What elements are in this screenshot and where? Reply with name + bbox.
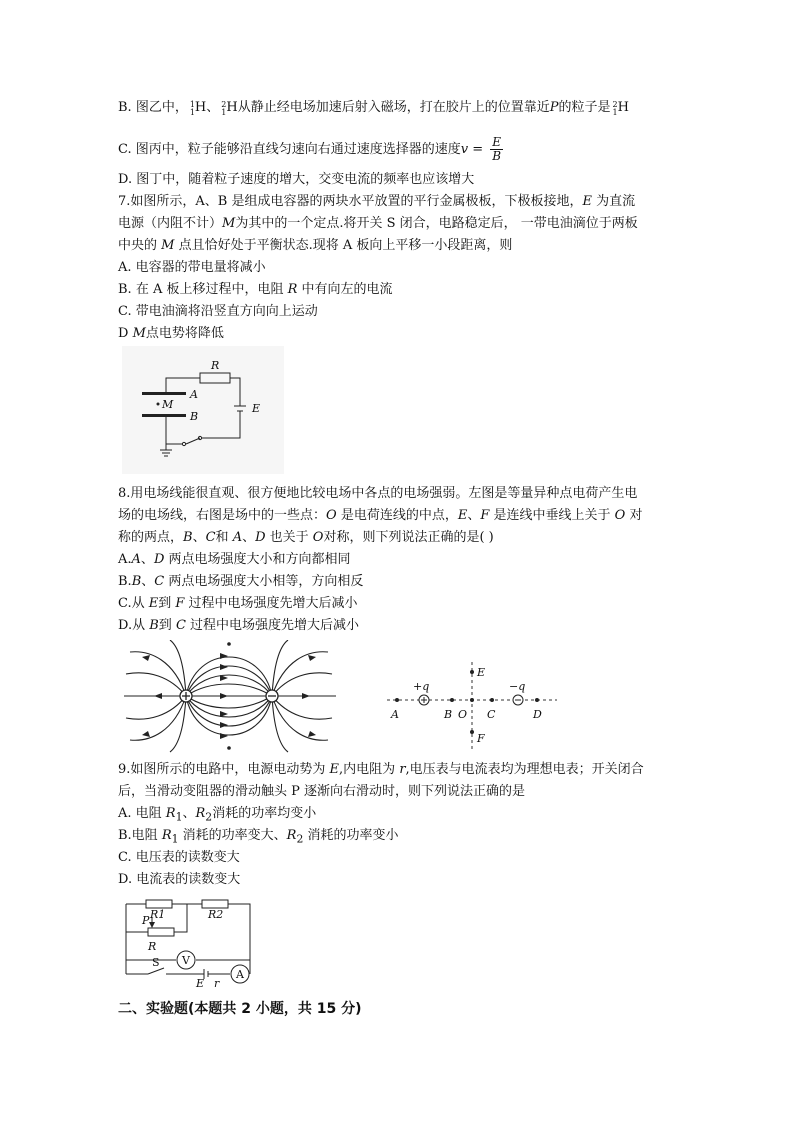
svg-text:D: D xyxy=(533,708,542,721)
q7-stem-line1: 7.如图所示，A、B 是组成电容器的两块水平放置的平行金属极板，下极板接地，E 为直流 xyxy=(118,194,636,209)
q8-stem-line2: 场的电场线，右图是场中的一些点：O 是电荷连线的中点，E、F 是连线中垂线上关于 O 对 xyxy=(118,508,643,523)
svg-text:P: P xyxy=(142,914,150,927)
q7-option-c: C. 带电油滴将沿竖直方向向上运动 xyxy=(118,304,318,319)
svg-text:O: O xyxy=(458,708,468,721)
resistor-r2-symbol xyxy=(202,900,228,908)
svg-text:B: B xyxy=(444,708,453,721)
q8-dipole-field-lines-figure xyxy=(120,640,340,755)
q7-option-d: D M点电势将降低 xyxy=(118,326,224,341)
fraction-e-over-b: $\frac{E}{B}$ xyxy=(492,135,502,163)
q7-capacitor-circuit-figure xyxy=(122,346,284,474)
q8-points-diagram-figure xyxy=(385,660,560,755)
label-e: E xyxy=(252,402,261,415)
label-m: M xyxy=(162,398,174,411)
q9-option-b: B.电阻 $R_1$ 消耗的功率变大、$R_2$ 消耗的功率变小 xyxy=(118,828,399,846)
svg-text:R: R xyxy=(148,940,157,953)
q7-option-a: A. 电容器的带电量将减小 xyxy=(118,260,266,275)
q9-option-d: D. 电流表的读数变大 xyxy=(118,872,241,887)
q8-option-d: D.从 B到 C 过程中电场强度先增大后减小 xyxy=(118,618,360,633)
q9-stem-line1: 9.如图所示的电路中，电源电动势为 E,内电阻为 r,电压表与电流表均为理想电表；开关闭合 xyxy=(118,762,644,777)
svg-text:+q: +q xyxy=(413,680,430,693)
svg-text:R2: R2 xyxy=(208,908,224,921)
svg-text:C: C xyxy=(487,708,496,721)
q8-option-c: C.从 E到 F 过程中电场强度先增大后减小 xyxy=(118,596,358,611)
plate-b xyxy=(142,414,186,417)
q9-option-a: A. 电阻 $R_1$、$R_2$消耗的功率均变小 xyxy=(118,806,317,824)
isotope-2h: 2 1 xyxy=(221,100,227,117)
rheostat-r-symbol xyxy=(148,928,174,936)
plate-a xyxy=(142,392,186,395)
svg-text:V: V xyxy=(182,954,190,967)
resistor-r1-symbol xyxy=(146,900,172,908)
q8-stem-line3: 称的两点，B、C和 A、D 也关于 O对称，则下列说法正确的是( ) xyxy=(118,530,494,545)
q8-stem-line1: 8.用电场线能很直观、很方便地比较电场中各点的电场强弱。左图是等量异种点电荷产生电 xyxy=(118,486,638,501)
q6-option-b: B. 图乙中， 1 1 H、 2 1 H从静止经电场加速后射入磁场，打在胶片上的位置靠近P的粒子是 2 1 H xyxy=(118,100,629,117)
label-b: B xyxy=(190,410,199,423)
svg-text:R1: R1 xyxy=(150,908,166,921)
section-2-title: 二、实验题(本题共 2 小题，共 15 分) xyxy=(118,1001,362,1017)
svg-text:F: F xyxy=(477,732,485,745)
q7-stem-line3: 中央的 M 点且恰好处于平衡状态.现将 A 板向上平移一小段距离，则 xyxy=(118,238,513,253)
q6-option-d: D. 图丁中，随着粒子速度的增大，交变电流的频率也应该增大 xyxy=(118,172,475,187)
q9-option-c: C. 电压表的读数变大 xyxy=(118,850,240,865)
q9-circuit-figure xyxy=(122,894,257,992)
svg-text:E: E xyxy=(477,666,486,679)
label-a: A xyxy=(190,388,198,401)
svg-text:A: A xyxy=(391,708,399,721)
svg-text:A: A xyxy=(236,968,244,981)
isotope-1h: 1 1 xyxy=(189,100,195,117)
q8-option-b: B.B、C 两点电场强度大小相等，方向相反 xyxy=(118,574,364,589)
svg-text:r: r xyxy=(214,977,220,990)
q8-option-a: A.A、D 两点电场强度大小和方向都相同 xyxy=(118,552,351,567)
q7-option-b: B. 在 A 板上移过程中，电阻 R 中有向左的电流 xyxy=(118,282,393,297)
q9-stem-line2: 后，当滑动变阻器的滑动触头 P 逐渐向右滑动时，则下列说法正确的是 xyxy=(118,784,526,799)
svg-text:−q: −q xyxy=(509,680,526,693)
svg-text:E: E xyxy=(196,977,205,990)
svg-text:S: S xyxy=(152,956,160,969)
q6-option-c: C. 图丙中，粒子能够沿直线匀速向右通过速度选择器的速度v = $\frac{E}{B}$ xyxy=(118,135,502,163)
isotope-2h-answer: 2 1 xyxy=(612,100,618,117)
point-m xyxy=(157,403,160,406)
label-r: R xyxy=(211,359,220,372)
q7-stem-line2: 电源（内阻不计）M为其中的一个定点.将开关 S 闭合，电路稳定后， 一带电油滴位于两板 xyxy=(118,216,638,231)
